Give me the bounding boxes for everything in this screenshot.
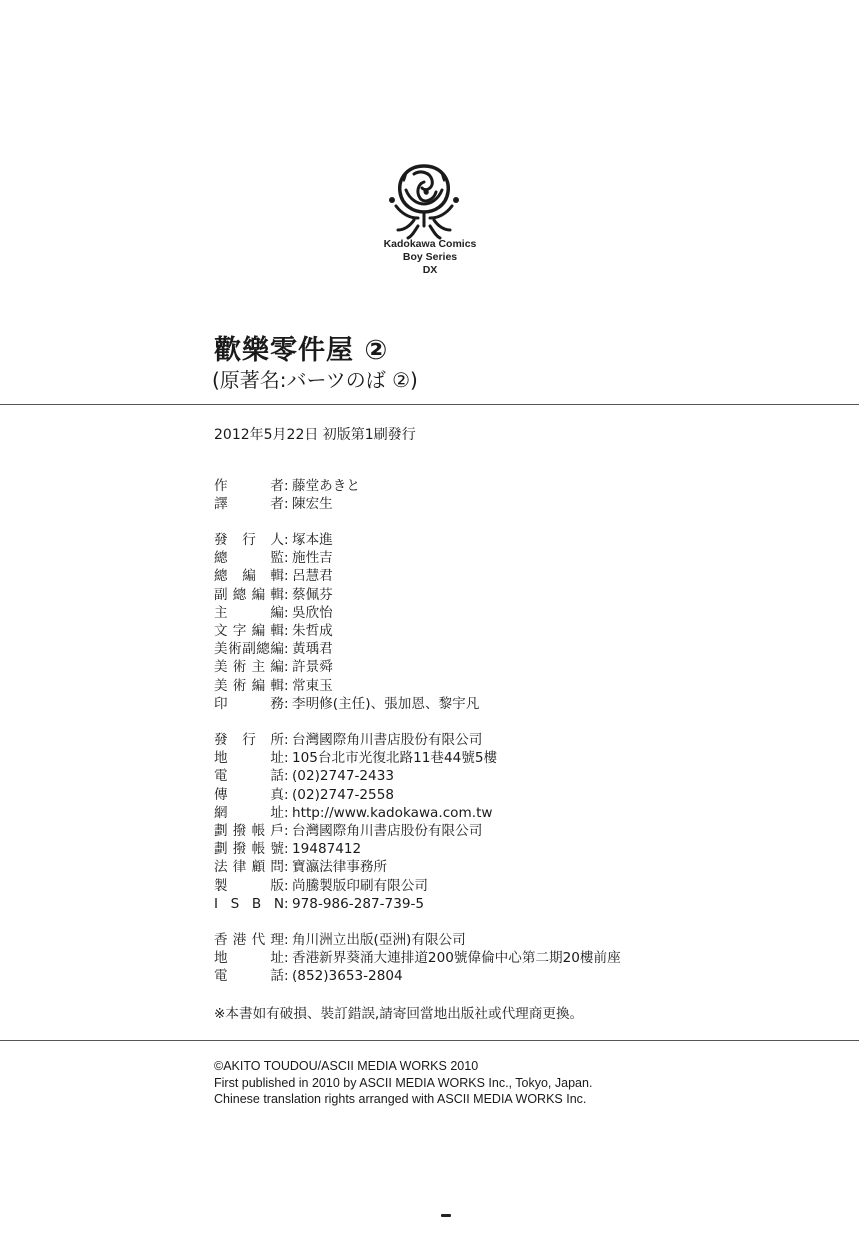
hongkong-value: (852)3653-2804 — [292, 968, 403, 985]
staff-row: 總 監 : 施性吉 — [214, 550, 333, 567]
publisher-label: 法 律 顧 問 — [214, 859, 284, 876]
hongkong-label: 香 港 代 理 — [214, 932, 284, 948]
publisher-value: (02)2747-2558 — [292, 786, 394, 803]
hongkong-label: 地 址 — [214, 950, 284, 967]
credit-value: 藤堂あきと — [292, 478, 360, 494]
publisher-label: 網 址 — [214, 804, 284, 821]
staff-row: 副 總 編 輯 : 蔡佩芬 — [214, 586, 333, 603]
damage-notice: ※本書如有破損、裝訂錯誤,請寄回當地出版社或代理商更換。 — [214, 1006, 584, 1022]
publisher-label: 製 版 — [214, 877, 284, 894]
staff-row: 美 術 副 總 編 : 黃瑀君 — [214, 641, 333, 658]
staff-value: 朱哲成 — [292, 622, 333, 639]
publisher-value: 19487412 — [292, 841, 362, 858]
publisher-label: 地 址 — [214, 750, 284, 767]
series-name — [350, 238, 510, 277]
staff-row: 主 編 : 吳欣怡 — [214, 604, 333, 621]
publisher-row: 製 版 : 尚騰製版印刷有限公司 — [214, 877, 428, 894]
copyright-line: Chinese translation rights arranged with ASCII MEDIA WORKS Inc. — [214, 1092, 587, 1106]
staff-value: 常東玉 — [292, 677, 333, 694]
publisher-label: 電 話 — [214, 768, 284, 785]
book-title: 歡樂零件屋 ② — [214, 335, 389, 366]
staff-label: 美 術 主 編 — [214, 659, 284, 676]
staff-value: 施性吉 — [292, 550, 333, 567]
credit-value: 陳宏生 — [292, 496, 333, 513]
staff-label: 美 術 副 總 編 — [214, 641, 284, 658]
publisher-row: I S B N : 978-986-287-739-5 — [214, 895, 425, 912]
publisher-row: 發 行 所 : 台灣國際角川書店股份有限公司 — [214, 732, 483, 748]
staff-label: 印 務 — [214, 695, 284, 712]
staff-value: 吳欣怡 — [292, 604, 333, 621]
publisher-row: 網 址 : http://www.kadokawa.com.tw — [214, 804, 493, 821]
credit-label: 作 者 — [214, 478, 284, 494]
hongkong-row: 電 話 : (852)3653-2804 — [214, 968, 403, 985]
publisher-label: 發 行 所 — [214, 732, 284, 748]
phoenix-emblem-icon — [384, 160, 464, 242]
publisher-label: 傳 真 — [214, 786, 284, 803]
publisher-row: 電 話 : (02)2747-2433 — [214, 768, 394, 785]
credit-row: 譯 者 : 陳宏生 — [214, 496, 333, 513]
publisher-value: 尚騰製版印刷有限公司 — [292, 877, 428, 894]
staff-label: 發 行 人 — [214, 532, 284, 548]
copyright-line: ©AKITO TOUDOU/ASCII MEDIA WORKS 2010 — [214, 1059, 479, 1073]
divider — [0, 404, 859, 405]
staff-label: 美 術 編 輯 — [214, 677, 284, 694]
copyright-block — [214, 1058, 592, 1108]
publisher-value: (02)2747-2433 — [292, 768, 394, 785]
hongkong-label: 電 話 — [214, 968, 284, 985]
publisher-row: 傳 真 : (02)2747-2558 — [214, 786, 394, 803]
staff-block — [214, 531, 479, 713]
staff-value: 蔡佩芬 — [292, 586, 333, 603]
publisher-value: 105台北市光復北路11巷44號5樓 — [292, 750, 498, 767]
staff-row: 發 行 人 : 塚本進 — [214, 532, 333, 548]
original-title: (原著名:バーツのば ②) — [212, 368, 418, 392]
edition-date: 2012年5月22日 初版第1刷發行 — [214, 427, 416, 443]
page-mark — [441, 1214, 451, 1217]
staff-row: 總 編 輯 : 呂慧君 — [214, 568, 333, 585]
hongkong-value: 香港新界葵涌大連排道200號偉倫中心第二期20樓前座 — [292, 950, 621, 967]
copyright-line: First published in 2010 by ASCII MEDIA WORKS Inc., Tokyo, Japan. — [214, 1075, 593, 1090]
credit-label: 譯 者 — [214, 496, 284, 513]
staff-label: 文 字 編 輯 — [214, 622, 284, 639]
staff-label: 副 總 編 輯 — [214, 586, 284, 603]
isbn-label: I S B N — [214, 895, 284, 912]
staff-value: 塚本進 — [292, 532, 333, 548]
staff-label: 總 監 — [214, 550, 284, 567]
divider — [0, 1040, 859, 1041]
credit-row: 作 者 : 藤堂あきと — [214, 478, 360, 494]
publisher-value: 寶瀛法律事務所 — [292, 859, 388, 876]
staff-value: 李明修(主任)、張加恩、黎宇凡 — [292, 695, 480, 712]
staff-row: 印 務 : 李明修(主任)、張加恩、黎宇凡 — [214, 695, 480, 712]
staff-label: 主 編 — [214, 604, 284, 621]
staff-value: 許景舜 — [292, 659, 333, 676]
staff-value: 呂慧君 — [292, 568, 333, 585]
staff-row: 美 術 編 輯 : 常東玉 — [214, 677, 333, 694]
website-url: http://www.kadokawa.com.tw — [292, 804, 493, 821]
publisher-block — [214, 731, 497, 913]
staff-value: 黃瑀君 — [292, 641, 333, 658]
publisher-label: 劃 撥 帳 戶 — [214, 822, 284, 839]
staff-row: 美 術 主 編 : 許景舜 — [214, 659, 333, 676]
staff-row: 文 字 編 輯 : 朱哲成 — [214, 622, 333, 639]
publisher-row: 劃 撥 帳 號 : 19487412 — [214, 841, 362, 858]
hongkong-block — [214, 931, 621, 986]
series-line: DX — [422, 264, 438, 276]
hongkong-row: 地 址 : 香港新界葵涌大連排道200號偉倫中心第二期20樓前座 — [214, 950, 621, 967]
hongkong-row: 香 港 代 理 : 角川洲立出版(亞洲)有限公司 — [214, 932, 466, 948]
publisher-label: 劃 撥 帳 號 — [214, 841, 284, 858]
series-line: Kadokawa Comics — [383, 238, 477, 250]
publisher-row: 地 址 : 105台北市光復北路11巷44號5樓 — [214, 750, 498, 767]
staff-label: 總 編 輯 — [214, 568, 284, 585]
publisher-value: 台灣國際角川書店股份有限公司 — [292, 732, 483, 748]
publisher-value: 台灣國際角川書店股份有限公司 — [292, 822, 483, 839]
publisher-row: 劃 撥 帳 戶 : 台灣國際角川書店股份有限公司 — [214, 822, 483, 839]
publisher-row: 法 律 顧 問 : 寶瀛法律事務所 — [214, 859, 388, 876]
series-line: Boy Series — [402, 251, 458, 263]
credits-block — [214, 477, 360, 513]
isbn-value: 978-986-287-739-5 — [292, 895, 425, 912]
hongkong-value: 角川洲立出版(亞洲)有限公司 — [292, 932, 466, 948]
